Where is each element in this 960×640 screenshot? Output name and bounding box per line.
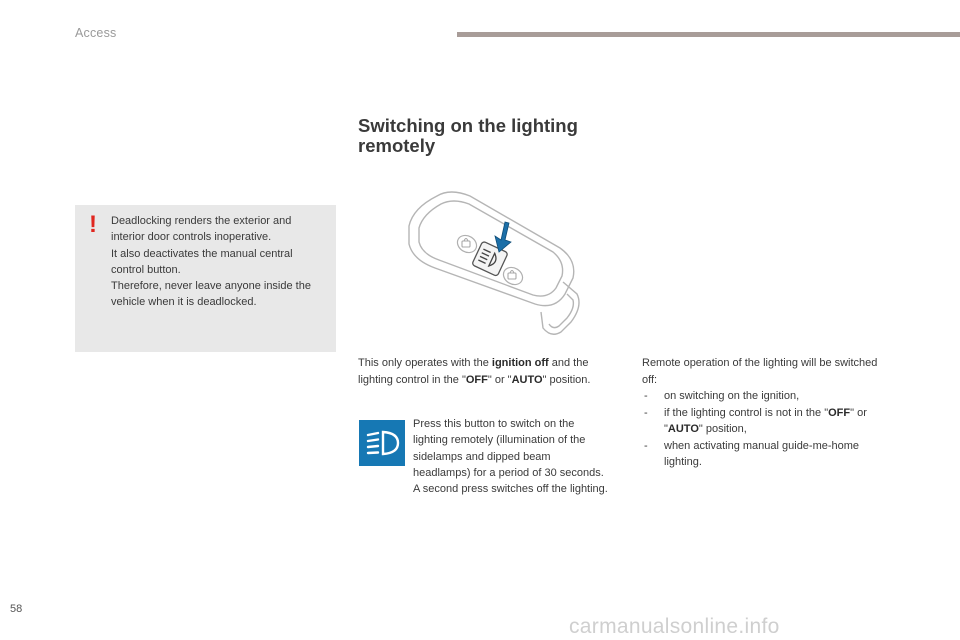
list-item-text: if the lighting control is not in the " — [664, 406, 829, 419]
para1-text-4: " position. — [542, 373, 591, 386]
para1-bold-1: ignition off — [491, 357, 549, 369]
list-item — [642, 405, 892, 438]
para1-text-3: " or " — [487, 373, 512, 386]
title-line-2: remotely — [358, 135, 436, 156]
key-fob-illustration — [395, 186, 595, 338]
para1-text-2: and the lighting control in the " — [358, 357, 589, 386]
button-instruction-1: Press this button to switch on the lighting remotely (illumination of the sidelamps and dipped beam headlamps) for a period of 30 seconds. — [413, 418, 604, 479]
warning-line-3: Therefore, never leave anyone inside the vehicle when it is deadlocked. — [111, 280, 311, 309]
list-item-text: " or " — [664, 406, 867, 435]
list-item — [642, 388, 892, 405]
para1-text-1: This only operates with the — [358, 357, 492, 369]
para1-bold-3: AUTO — [511, 373, 543, 386]
page-title — [358, 116, 658, 156]
warning-box — [75, 205, 336, 352]
remote-off-list — [642, 388, 892, 471]
headlamp-icon — [359, 420, 405, 466]
list-dash: - — [644, 390, 648, 402]
page-number: 58 — [10, 603, 23, 615]
list-dash: - — [644, 439, 648, 452]
section-label: Access — [75, 26, 117, 40]
warning-line-2: It also deactivates the manual central control button. — [111, 247, 293, 276]
exclamation-icon: ! — [89, 211, 97, 238]
list-dash: - — [644, 406, 648, 419]
list-item-bold: AUTO — [667, 423, 699, 435]
operating-condition-text — [358, 355, 613, 388]
remote-off-conditions — [642, 355, 892, 471]
header-rule — [457, 32, 960, 37]
para1-bold-2: OFF — [465, 373, 488, 386]
list-item-text: " position, — [698, 423, 747, 435]
watermark: carmanualsonline.info — [569, 615, 780, 638]
title-line-1: Switching on the lighting — [358, 115, 578, 136]
warning-line-1: Deadlocking renders the exterior and interior door controls inoperative. — [111, 215, 292, 244]
list-item-bold: OFF — [828, 406, 851, 419]
remote-off-intro: Remote operation of the lighting will be switched off: — [642, 357, 878, 386]
list-item — [642, 438, 892, 471]
warning-text — [111, 213, 323, 311]
button-instructions — [413, 416, 608, 497]
button-instruction-2: A second press switches off the lighting. — [413, 483, 608, 496]
list-item-text: on switching on the ignition, — [664, 390, 800, 402]
list-item-text: when activating manual guide-me-home lighting. — [664, 439, 860, 468]
